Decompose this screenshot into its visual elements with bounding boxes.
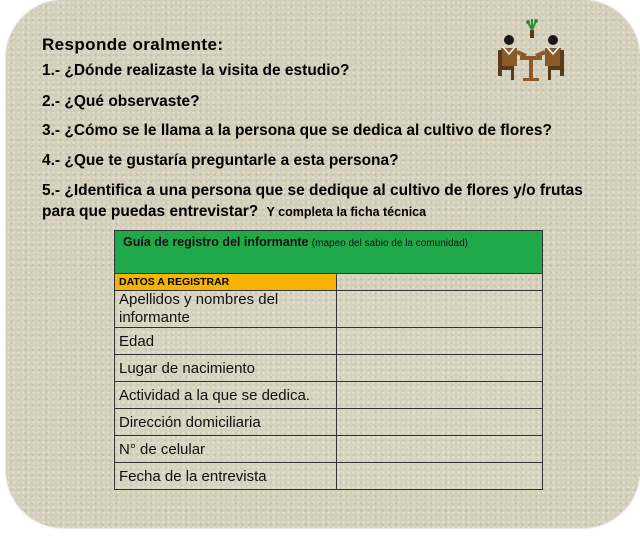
field-value-birthplace[interactable] (337, 355, 543, 382)
field-label-names: Apellidos y nombres del informante (115, 291, 337, 328)
form-title: Guía de registro del informante (123, 235, 309, 249)
question-5-text: 5.- ¿Identifica a una persona que se dedique al cultivo de flores y/o frutas para que puedas entrevistar? (42, 182, 583, 220)
field-label-phone: N° de celular (115, 436, 337, 463)
form-subtitle: (mapeo del sabio de la comunidad) (311, 238, 469, 249)
question-5-note: Y completa la ficha técnica (266, 205, 427, 219)
informant-form (114, 230, 543, 490)
question-3: 3.- ¿Cómo se le llama a la persona que se dedica al cultivo de flores? (42, 122, 552, 139)
section-label: DATOS A REGISTRAR (115, 274, 337, 291)
field-label-activity: Actividad a la que se dedica. (115, 382, 337, 409)
field-value-phone[interactable] (337, 436, 543, 463)
form-header (115, 231, 543, 274)
field-label-address: Dirección domiciliaria (115, 409, 337, 436)
question-2: 2.- ¿Qué observaste? (42, 93, 200, 110)
field-label-birthplace: Lugar de nacimiento (115, 355, 337, 382)
field-value-address[interactable] (337, 409, 543, 436)
question-5 (42, 180, 602, 223)
section-blank (337, 274, 543, 291)
field-value-age[interactable] (337, 328, 543, 355)
field-label-age: Edad (115, 328, 337, 355)
question-4: 4.- ¿Que te gustaría preguntarle a esta persona? (42, 152, 399, 169)
question-1: 1.- ¿Dónde realizaste la visita de estudio? (42, 62, 350, 79)
field-value-names[interactable] (337, 291, 543, 328)
interview-icon (492, 16, 570, 88)
field-value-interview-date[interactable] (337, 463, 543, 490)
field-value-activity[interactable] (337, 382, 543, 409)
field-label-interview-date: Fecha de la entrevista (115, 463, 337, 490)
heading: Responde oralmente: (42, 35, 224, 54)
